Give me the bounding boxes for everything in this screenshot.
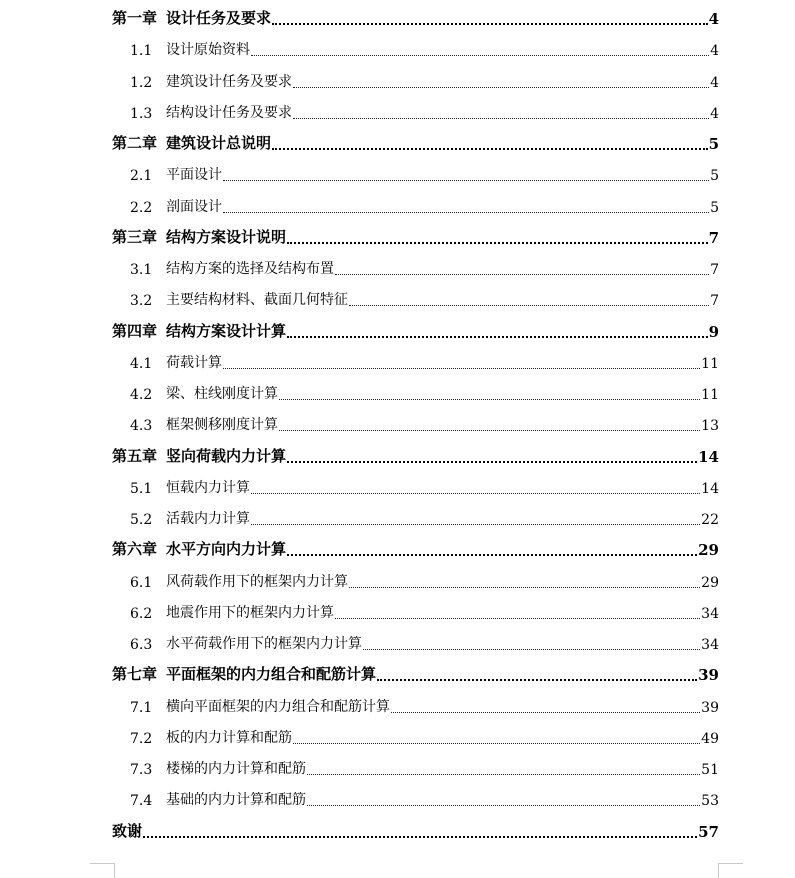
toc-dot-leader [293,104,709,119]
toc-number: 1.3 [130,105,153,122]
toc-title: 结构方案设计计算 [166,321,287,340]
toc-row[interactable] [112,662,719,684]
toc-page-number: 5 [710,168,719,185]
toc-row[interactable] [130,756,719,778]
toc-row[interactable] [130,381,719,403]
toc-title: 剖面设计 [166,198,222,215]
toc-number: 第四章 [112,321,158,340]
toc-dot-leader [293,729,700,744]
toc-dot-leader [287,447,697,463]
toc-dot-leader [272,9,708,25]
toc-number: 1.2 [130,74,153,91]
toc-title: 恒载内力计算 [166,479,250,496]
toc-page-number: 11 [701,355,719,372]
toc-title: 地震作用下的框架内力计算 [166,604,334,621]
toc-dot-leader [287,322,708,338]
toc-row[interactable] [112,225,719,247]
toc-title: 设计任务及要求 [166,9,272,27]
toc-title: 风荷载作用下的框架内力计算 [166,573,348,590]
toc-row[interactable] [130,787,719,809]
toc-page-number: 22 [701,512,719,528]
toc-page-number: 4 [710,74,719,91]
toc-page-number: 7 [710,293,719,310]
toc-title: 设计原始资料 [166,42,250,59]
toc-page-number: 4 [710,105,719,122]
toc-number: 2.1 [130,168,153,185]
toc-dot-leader [335,260,709,275]
toc-title: 建筑设计总说明 [166,134,272,152]
toc-page-number: 11 [701,387,719,403]
toc-page-number: 57 [698,822,719,841]
toc-number: 第七章 [112,665,158,684]
toc-title: 活载内力计算 [166,511,250,527]
toc-row[interactable] [112,319,719,341]
toc-dot-leader [307,791,700,806]
toc-number: 6.1 [130,574,153,591]
toc-dot-leader [279,385,700,400]
toc-dot-leader [287,228,708,244]
toc-dot-leader [251,510,700,525]
toc-dot-leader [223,354,700,369]
toc-number: 7.1 [130,699,153,716]
toc-page-number: 4 [708,10,719,28]
toc-row[interactable] [130,287,719,309]
toc-title: 荷载计算 [166,354,222,371]
toc-row[interactable] [130,194,719,216]
toc-dot-leader [251,41,709,56]
toc-number: 7.4 [130,793,153,810]
toc-page-number: 5 [708,135,719,153]
toc-row[interactable] [130,162,719,184]
toc-row[interactable] [112,819,719,841]
page-corner-mark-right [718,863,743,878]
toc-page-number: 39 [701,699,719,716]
toc-title: 框架侧移刚度计算 [166,417,278,434]
toc-number: 4.1 [130,355,153,372]
toc-dot-leader [143,822,697,838]
toc-page-number: 4 [710,43,719,60]
toc-number: 5.1 [130,480,153,497]
toc-page-number: 7 [710,262,719,278]
toc-dot-leader [287,540,697,556]
toc-page-number: 34 [701,637,719,653]
toc-number: 7.2 [130,730,153,747]
toc-row[interactable] [130,350,719,372]
toc-dot-leader [377,665,697,681]
toc-dot-leader [307,760,700,775]
toc-row[interactable] [130,100,719,122]
toc-title: 横向平面框架的内力组合和配筋计算 [166,698,390,715]
toc-row[interactable] [130,600,719,622]
toc-title: 竖向荷载内力计算 [166,446,287,465]
toc-number: 7.3 [130,762,153,778]
toc-dot-leader [251,479,700,494]
toc-title: 水平荷载作用下的框架内力计算 [166,636,362,652]
toc-title: 梁、柱线刚度计算 [166,386,278,402]
toc-title: 结构方案设计说明 [166,227,287,246]
toc-page-number: 51 [701,762,719,778]
toc-dot-leader [293,73,709,88]
toc-number: 第二章 [112,134,158,152]
toc-page-number: 53 [701,793,719,810]
toc-dot-leader [363,635,700,650]
toc-number: 3.2 [130,293,153,310]
toc-title: 板的内力计算和配筋 [166,729,292,746]
toc-title: 主要结构材料、截面几何特征 [166,292,348,309]
toc-number: 6.2 [130,605,153,622]
toc-dot-leader [279,416,700,431]
toc-number: 3.1 [130,262,153,278]
toc-title: 平面设计 [166,167,222,184]
toc-row[interactable] [130,694,719,716]
toc-page-number: 7 [708,228,719,247]
toc-dot-leader [223,198,709,213]
toc-dot-leader [391,698,700,713]
toc-number: 第五章 [112,446,158,465]
toc-page-number: 5 [710,199,719,216]
toc-dot-leader [335,604,700,619]
toc-number: 1.1 [130,43,153,60]
toc-title: 平面框架的内力组合和配筋计算 [166,665,377,684]
toc-page-number: 29 [701,574,719,591]
toc-row[interactable] [130,569,719,591]
toc-page-number: 14 [698,447,719,466]
toc-row[interactable] [130,725,719,747]
toc-row[interactable] [130,631,719,653]
toc-row[interactable] [130,475,719,497]
toc-row[interactable] [130,69,719,91]
toc-page-number: 29 [698,541,719,560]
toc-title: 水平方向内力计算 [166,540,287,559]
toc-number: 第三章 [112,227,158,246]
toc-number: 第六章 [112,540,158,559]
toc-title: 建筑设计任务及要求 [166,73,292,90]
toc-title: 结构方案的选择及结构布置 [166,261,334,277]
toc-number: 第一章 [112,9,158,27]
toc-row[interactable] [112,537,719,559]
toc-page-number: 39 [698,666,719,685]
toc-page-number: 14 [701,480,719,497]
toc-page-number: 49 [701,730,719,747]
toc-title: 楼梯的内力计算和配筋 [166,761,306,777]
toc-row[interactable] [130,256,719,278]
toc-row[interactable] [112,444,719,466]
toc-page-number: 34 [701,605,719,622]
toc-dot-leader [349,291,709,306]
toc-dot-leader [223,166,709,181]
toc-row[interactable] [130,506,719,528]
toc-title: 结构设计任务及要求 [166,104,292,121]
toc-row[interactable] [130,412,719,434]
toc-number: 6.3 [130,637,153,653]
toc-number: 5.2 [130,512,153,528]
toc-title: 基础的内力计算和配筋 [166,792,306,809]
toc-number: 4.2 [130,387,153,403]
toc-title: 致谢 [112,821,143,840]
toc-page-number: 13 [701,418,719,435]
toc-number: 2.2 [130,199,153,216]
toc-dot-leader [349,573,700,588]
page-corner-mark-left [90,863,115,878]
toc-number: 4.3 [130,418,153,435]
toc-row[interactable] [130,37,719,59]
toc-page-number: 9 [708,322,719,341]
toc-row[interactable] [112,6,719,28]
toc-row[interactable] [112,131,719,153]
toc-dot-leader [272,134,708,150]
